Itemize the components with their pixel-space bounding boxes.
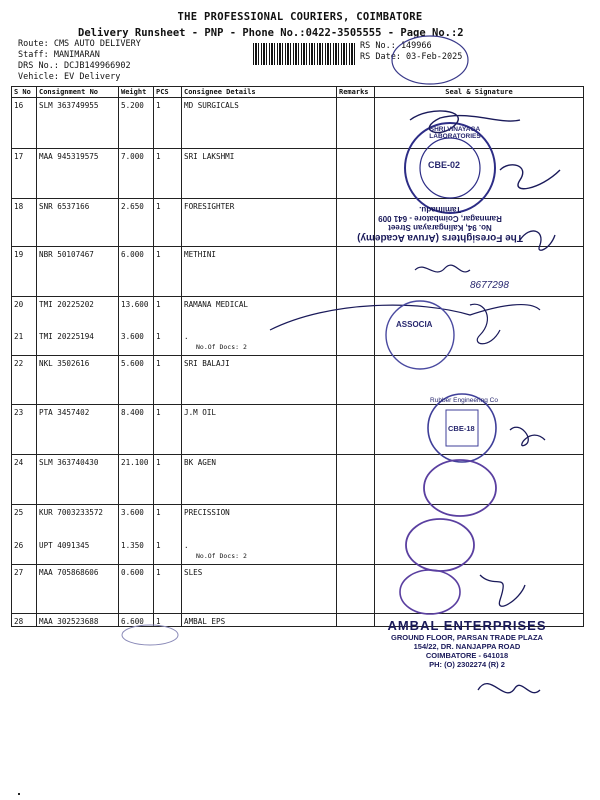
row-pcs: 1 [154, 149, 182, 199]
table-row [12, 332, 584, 356]
foresighter-name: The Foresighters (Aruva Academy) [357, 232, 523, 243]
row-consignment: SLM 363749955 [37, 98, 119, 149]
row-sno: 24 [12, 455, 37, 505]
row-consignee: MD SURGICALS [182, 98, 337, 149]
row-remarks [337, 565, 375, 614]
row-seal [375, 98, 584, 149]
signature-row-28 [478, 684, 540, 693]
row-seal [375, 541, 584, 565]
rubber-code: CBE-18 [448, 424, 475, 433]
runsheet-table [11, 86, 584, 627]
col-sno: S No [12, 87, 37, 98]
col-pcs: PCS [154, 87, 182, 98]
route-label: Route: CMS AUTO DELIVERY [18, 39, 141, 49]
row-consignee-text: . [184, 540, 189, 550]
row-sno: 22 [12, 356, 37, 405]
row-weight: 6.000 [119, 247, 154, 297]
rubber-name: Rubber Engineering Co [430, 397, 498, 404]
barcode [253, 43, 357, 65]
row-consignment: MAA 945319575 [37, 149, 119, 199]
row-sno: 17 [12, 149, 37, 199]
associates-text: ASSOCIA [396, 320, 433, 329]
row-consignee [182, 332, 337, 356]
enterprise-line1: GROUND FLOOR, PARSAN TRADE PLAZA [391, 633, 543, 642]
row-weight: 13.600 [119, 297, 154, 332]
row-seal [375, 455, 584, 505]
row-consignee: AMBAL EPS [182, 614, 337, 627]
row-consignment: TMI 20225202 [37, 297, 119, 332]
row-consignment: NKL 3502616 [37, 356, 119, 405]
row-sno: 18 [12, 199, 37, 247]
row-consignee: J.M OIL [182, 405, 337, 455]
col-consignment: Consignment No [37, 87, 119, 98]
row-consignee-text: . [184, 331, 189, 341]
table-row [12, 297, 584, 332]
row-remarks [337, 356, 375, 405]
row-consignment: UPT 4091345 [37, 541, 119, 565]
row-pcs: 1 [154, 505, 182, 541]
row-consignee [182, 541, 337, 565]
foresighter-line2: Ramnagar, Coimbatore - 641 009 [378, 214, 502, 223]
foresighter-line3: Tamilnadu. [419, 205, 461, 214]
row-weight: 8.400 [119, 405, 154, 455]
rs-number: RS No.: 149966 [360, 41, 432, 51]
row-consignment: TMI 20225194 [37, 332, 119, 356]
row-remarks [337, 149, 375, 199]
col-seal: Seal & Signature [375, 87, 584, 98]
runsheet-meta-left [18, 39, 141, 83]
enterprise-line3: COIMBATORE - 641018 [425, 651, 509, 660]
row-seal [375, 505, 584, 541]
row-consignment: SNR 6537166 [37, 199, 119, 247]
company-title: THE PROFESSIONAL COURIERS, COIMBATORE [177, 11, 423, 23]
rs-date: RS Date: 03-Feb-2025 [360, 52, 463, 62]
handwritten-phone: 8677298 [470, 280, 509, 291]
row-consignee: METHINI [182, 247, 337, 297]
row-weight: 6.600 [119, 614, 154, 627]
enterprise-name: AMBAL ENTERPRISES [387, 618, 547, 633]
enterprise-line2: 154/22, DR. NANJAPPA ROAD [413, 642, 521, 651]
row-sno: 28 [12, 614, 37, 627]
row-pcs: 1 [154, 297, 182, 332]
row-sno: 23 [12, 405, 37, 455]
col-weight: Weight [119, 87, 154, 98]
row-consignment: PTA 3457402 [37, 405, 119, 455]
table-row [12, 405, 584, 455]
row-pcs: 1 [154, 247, 182, 297]
row-pcs: 1 [154, 455, 182, 505]
row-docs-count: No.Of Docs: 2 [196, 342, 247, 351]
row-consignee: SLES [182, 565, 337, 614]
col-remarks: Remarks [337, 87, 375, 98]
staff-label: Staff: MANIMARAN [18, 50, 100, 60]
row-seal [375, 332, 584, 356]
vinayaga-code: CBE-02 [428, 160, 461, 170]
row-seal [375, 405, 584, 455]
row-remarks [337, 297, 375, 332]
row-docs-count: No.Of Docs: 2 [196, 551, 247, 560]
row-weight: 21.100 [119, 455, 154, 505]
row-consignment: MAA 705868606 [37, 565, 119, 614]
row-sno: 20 [12, 297, 37, 332]
row-remarks [337, 541, 375, 565]
page-mark [18, 793, 20, 795]
row-sno: 19 [12, 247, 37, 297]
ambal-enterprise-stamp [372, 618, 562, 669]
row-remarks [337, 405, 375, 455]
row-sno: 27 [12, 565, 37, 614]
enterprise-line4: PH: (O) 2302274 (R) 2 [429, 660, 505, 669]
row-remarks [337, 98, 375, 149]
drs-label: DRS No.: DCJB149966902 [18, 61, 131, 71]
row-sno: 21 [12, 332, 37, 356]
row-pcs: 1 [154, 541, 182, 565]
foresighter-line1: No. 94, Kalingarayan Street [388, 223, 492, 232]
row-remarks [337, 332, 375, 356]
row-weight: 2.650 [119, 199, 154, 247]
runsheet-meta-right [360, 41, 462, 63]
table-row [12, 455, 584, 505]
row-pcs: 1 [154, 199, 182, 247]
row-weight: 3.600 [119, 505, 154, 541]
row-consignee: PRECISSION [182, 505, 337, 541]
row-remarks [337, 455, 375, 505]
row-consignee: SRI BALAJI [182, 356, 337, 405]
runsheet-subtitle: Delivery Runsheet - PNP - Phone No.:0422-3505555 - Page No.:2 [78, 27, 464, 39]
row-remarks [337, 614, 375, 627]
row-pcs: 1 [154, 356, 182, 405]
table-row [12, 149, 584, 199]
table-header-row [12, 87, 584, 98]
row-pcs: 1 [154, 405, 182, 455]
row-sno: 25 [12, 505, 37, 541]
col-consignee: Consignee Details [182, 87, 337, 98]
row-sno: 26 [12, 541, 37, 565]
row-consignee: BK AGEN [182, 455, 337, 505]
row-pcs: 1 [154, 98, 182, 149]
row-consignee: SRI LAKSHMI [182, 149, 337, 199]
row-pcs: 1 [154, 614, 182, 627]
faint-stamp [122, 625, 178, 645]
row-weight: 5.600 [119, 356, 154, 405]
vinayaga-name: SHRI VINAYAGA LABORATORIES [429, 126, 481, 140]
row-consignment: NBR 50107467 [37, 247, 119, 297]
row-pcs: 1 [154, 565, 182, 614]
row-seal [375, 565, 584, 614]
row-weight: 3.600 [119, 332, 154, 356]
row-consignment: KUR 7003233572 [37, 505, 119, 541]
vehicle-label: Vehicle: EV Delivery [18, 72, 121, 82]
row-weight: 1.350 [119, 541, 154, 565]
row-remarks [337, 505, 375, 541]
table-row [12, 541, 584, 565]
table-row [12, 565, 584, 614]
table-row [12, 505, 584, 541]
row-weight: 5.200 [119, 98, 154, 149]
row-consignee: FORESIGHTER [182, 199, 337, 247]
row-consignment: MAA 302523688 [37, 614, 119, 627]
foresighter-stamp [350, 205, 530, 243]
row-sno: 16 [12, 98, 37, 149]
row-weight: 0.600 [119, 565, 154, 614]
row-consignment: SLM 363740430 [37, 455, 119, 505]
row-remarks [337, 247, 375, 297]
row-seal [375, 149, 584, 199]
row-weight: 7.000 [119, 149, 154, 199]
row-consignee: RAMANA MEDICAL [182, 297, 337, 332]
table-row [12, 98, 584, 149]
row-pcs: 1 [154, 332, 182, 356]
